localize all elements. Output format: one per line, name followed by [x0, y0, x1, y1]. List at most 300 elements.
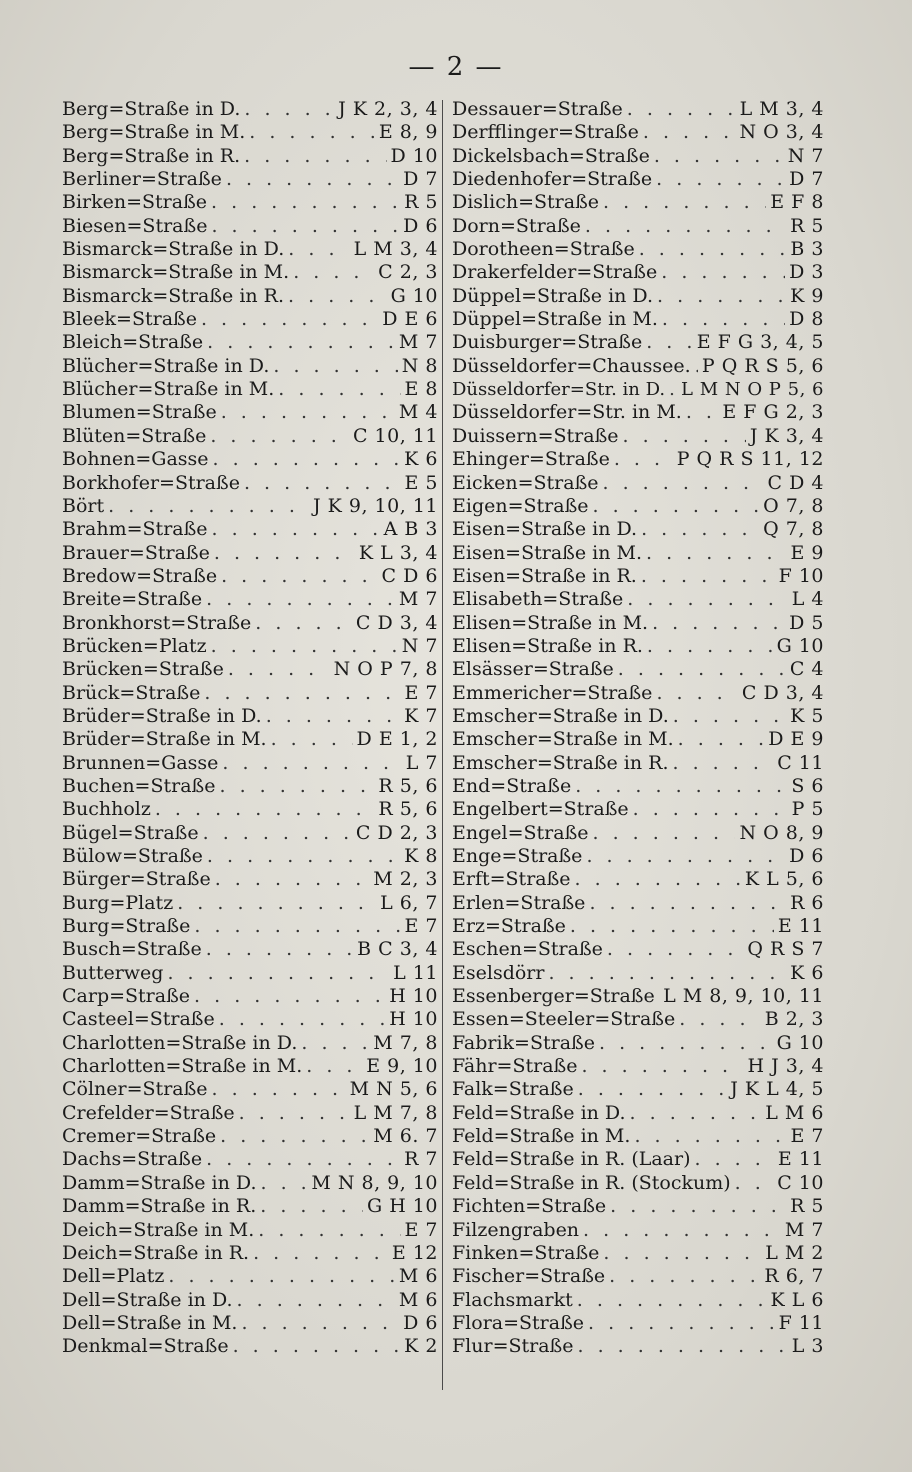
street-name: Dachs=Straße: [62, 1148, 203, 1171]
grid-reference: E 12: [391, 1241, 438, 1264]
index-entry: [62, 892, 438, 915]
grid-reference: G 10: [776, 634, 824, 657]
index-entry: [62, 868, 438, 891]
grid-reference: P 5: [791, 798, 824, 821]
leader-dots: [219, 1008, 385, 1031]
grid-reference: B 3: [790, 238, 824, 261]
grid-reference: E 7: [790, 1125, 824, 1148]
index-entry: [62, 1032, 438, 1055]
grid-reference: P Q R S 11, 12: [676, 448, 824, 471]
grid-reference: H 10: [389, 1008, 438, 1031]
leader-dots: [261, 1172, 308, 1195]
grid-reference: C 10: [777, 1171, 824, 1194]
index-entry: [452, 705, 824, 728]
grid-reference: D E 9: [768, 728, 824, 751]
street-name: Düppel=Straße in M.: [452, 308, 658, 331]
street-name: Brüder=Straße in M.: [62, 728, 267, 751]
street-name: Damm=Straße in D.: [62, 1171, 257, 1194]
street-name: Berg=Straße in M.: [62, 121, 246, 144]
index-entry: [452, 1312, 824, 1335]
leader-dots: [618, 658, 786, 681]
street-name: Feld=Straße in D.: [452, 1101, 626, 1124]
grid-reference: C 2, 3: [378, 261, 438, 284]
grid-reference: N 7: [401, 634, 438, 657]
grid-reference: N 8: [401, 354, 438, 377]
street-name: Blücher=Straße in D.: [62, 354, 270, 377]
leader-dots: [657, 285, 786, 308]
grid-reference: R 5, 6: [378, 798, 438, 821]
leader-dots: [214, 542, 355, 565]
grid-reference: L M 7, 8: [353, 1101, 438, 1124]
leader-dots: [581, 1055, 743, 1078]
street-name: Erft=Straße: [452, 868, 571, 891]
leader-dots: [266, 705, 400, 728]
grid-reference: L 7: [405, 751, 438, 774]
leader-dots: [211, 635, 398, 658]
street-name: Bismarck=Straße in D.: [62, 238, 285, 261]
grid-reference: C D 4: [767, 471, 824, 494]
grid-reference: G 10: [776, 1031, 824, 1054]
grid-reference: M 6. 7: [373, 1125, 438, 1148]
street-name: Engelbert=Straße: [452, 798, 629, 821]
leader-dots: [201, 308, 378, 331]
grid-reference: H J 3, 4: [747, 1055, 824, 1078]
street-name: Derfflinger=Straße: [452, 121, 639, 144]
leader-dots: [634, 1125, 786, 1148]
grid-reference: E 11: [777, 1148, 824, 1171]
grid-reference: C D 3, 4: [741, 681, 824, 704]
grid-reference: C D 3, 4: [355, 611, 438, 634]
index-entry: [62, 355, 438, 378]
grid-reference: C D 6: [381, 564, 438, 587]
index-entry: [452, 962, 824, 985]
index-entry: [452, 915, 824, 938]
index-entry: [452, 331, 824, 354]
grid-reference: J K L 4, 5: [730, 1078, 824, 1101]
leader-dots: [301, 1032, 369, 1055]
index-entry: [62, 1102, 438, 1125]
street-name: Dessauer=Straße: [452, 98, 623, 120]
grid-reference: F 10: [778, 564, 824, 587]
index-entry: [62, 1078, 438, 1101]
index-entry: [452, 425, 824, 448]
leader-dots: [679, 1008, 761, 1031]
leader-dots: [662, 308, 785, 331]
index-entry: [452, 1148, 824, 1171]
street-name: Eisen=Straße in D.: [452, 518, 638, 541]
street-name: Feld=Straße in M.: [452, 1125, 631, 1148]
index-entry: [62, 798, 438, 821]
leader-dots: [194, 985, 385, 1008]
street-name: Cölner=Straße: [62, 1078, 208, 1101]
street-name: Casteel=Straße: [62, 1008, 215, 1031]
grid-reference: K 6: [790, 961, 824, 984]
leader-dots: [593, 822, 736, 845]
leader-dots: [194, 915, 400, 938]
street-name: Bülow=Straße: [62, 845, 203, 867]
index-entry: [452, 215, 824, 238]
index-entry: [452, 542, 824, 565]
index-entry: [452, 448, 824, 471]
index-entry: [452, 938, 824, 961]
leader-dots: [288, 285, 387, 308]
street-name: Berg=Straße in R.: [62, 144, 241, 167]
grid-reference: K 5: [790, 704, 824, 727]
street-name: Burg=Straße: [62, 915, 191, 938]
street-name: Bürger=Straße: [62, 868, 211, 891]
street-name: Duissern=Straße: [452, 424, 619, 447]
index-entry: [452, 845, 824, 868]
index-entry: [62, 261, 438, 284]
grid-reference: D 8: [789, 308, 824, 331]
index-entry: [62, 752, 438, 775]
grid-reference: C D 2, 3: [355, 821, 438, 844]
leader-dots: [578, 1335, 788, 1358]
index-entry: [62, 495, 438, 518]
street-name: Ehinger=Straße: [452, 448, 610, 471]
index-entry: [62, 191, 438, 214]
grid-reference: M N 8, 9, 10: [311, 1171, 438, 1194]
leader-dots: [639, 238, 787, 261]
index-entry: [452, 401, 824, 424]
grid-reference: N O 3, 4: [739, 121, 824, 144]
grid-reference: R 5: [790, 1195, 824, 1218]
index-entry: [62, 518, 438, 541]
grid-reference: D 5: [789, 611, 824, 634]
index-entry: [452, 1219, 824, 1242]
grid-reference: N O 8, 9: [739, 821, 824, 844]
street-name: Damm=Straße in R.: [62, 1195, 257, 1218]
index-entry: [452, 355, 824, 378]
street-name: Bohnen=Gasse: [62, 448, 209, 471]
street-name: Dislich=Straße: [452, 191, 600, 214]
grid-reference: D 7: [403, 168, 438, 191]
index-entry: [62, 915, 438, 938]
index-entry: [62, 845, 438, 868]
grid-reference: R 5: [404, 191, 438, 214]
index-entry: [452, 1242, 824, 1265]
street-name: Brüder=Straße in D.: [62, 704, 262, 727]
street-name: Biesen=Straße: [62, 214, 208, 237]
leader-dots: [575, 868, 741, 891]
index-entry: [62, 985, 438, 1008]
street-name: Dell=Straße in M.: [62, 1311, 238, 1334]
leader-dots: [211, 191, 400, 214]
leader-dots: [213, 448, 401, 471]
leader-dots: [273, 355, 397, 378]
leader-dots: [244, 472, 401, 495]
leader-dots: [588, 1312, 775, 1335]
leader-dots: [673, 752, 774, 775]
grid-reference: L 11: [393, 961, 438, 984]
grid-reference: P Q R S 5, 6: [701, 354, 824, 377]
street-name: Erlen=Straße: [452, 891, 586, 914]
leader-dots: [578, 1078, 726, 1101]
leader-dots: [206, 588, 395, 611]
leader-dots: [654, 145, 784, 168]
leader-dots: [614, 448, 673, 471]
street-name: Denkmal=Straße: [62, 1335, 229, 1358]
leader-dots: [244, 145, 386, 168]
index-entry: [452, 682, 824, 705]
street-name: Düsseldorfer=Str. in M.: [452, 401, 682, 424]
street-name: Düppel=Straße in D.: [452, 284, 654, 307]
index-entry: [452, 658, 824, 681]
leader-dots: [643, 121, 736, 144]
grid-reference: C 10, 11: [352, 424, 438, 447]
street-name: Bismarck=Straße in R.: [62, 284, 285, 307]
leader-dots: [278, 378, 400, 401]
index-entry: [452, 1172, 824, 1195]
index-entry: [62, 588, 438, 611]
index-entry: [62, 705, 438, 728]
street-name: Bismarck=Straße in M.: [62, 261, 290, 284]
index-entry: [452, 868, 824, 891]
street-name: Emscher=Straße in D.: [452, 704, 669, 727]
index-entry: [62, 1148, 438, 1171]
grid-reference: J K 9, 10, 11: [313, 494, 438, 517]
street-name: Buchen=Straße: [62, 774, 216, 797]
leader-dots: [221, 401, 395, 424]
grid-reference: M 4: [398, 401, 438, 424]
grid-reference: A B 3: [383, 518, 438, 541]
grid-reference: E 8, 9: [378, 121, 438, 144]
leader-dots: [241, 1312, 399, 1335]
street-name: Dickelsbach=Straße: [452, 144, 650, 167]
grid-reference: K L 6: [770, 1288, 824, 1311]
index-entry: [452, 565, 824, 588]
index-entry: [62, 635, 438, 658]
index-entry: [452, 588, 824, 611]
index-entry: [62, 401, 438, 424]
street-name: Elisen=Straße in M.: [452, 611, 649, 634]
leader-dots: [695, 1148, 774, 1171]
grid-reference: J K 3, 4: [749, 424, 824, 447]
street-name: Bügel=Straße: [62, 821, 199, 844]
index-entry: [62, 285, 438, 308]
index-entry: [452, 612, 824, 635]
street-name: Diedenhofer=Straße: [452, 168, 653, 191]
grid-reference: G H 10: [366, 1195, 438, 1218]
leader-dots: [306, 1055, 362, 1078]
street-name: Duisburger=Straße: [452, 331, 643, 354]
index-entry: [62, 472, 438, 495]
index-entry: [452, 1195, 824, 1218]
street-name: Flur=Straße: [452, 1335, 574, 1358]
leader-dots: [244, 98, 334, 121]
grid-reference: M 7: [398, 331, 438, 354]
street-name: Eisen=Straße in R.: [452, 564, 637, 587]
grid-reference: N 7: [787, 144, 824, 167]
grid-reference: E 7: [404, 1218, 438, 1241]
street-name: Dell=Platz: [62, 1265, 165, 1288]
grid-reference: Q 7, 8: [763, 518, 824, 541]
street-name: Emscher=Straße in M.: [452, 728, 674, 751]
grid-reference: L 6, 7: [380, 891, 438, 914]
leader-dots: [603, 472, 764, 495]
index-entry: [62, 1008, 438, 1031]
grid-reference: E F G 3, 4, 5: [696, 331, 824, 354]
street-name: Feld=Straße in R. (Stockum): [452, 1171, 731, 1194]
leader-dots: [647, 635, 773, 658]
leader-dots: [570, 915, 774, 938]
leader-dots: [646, 542, 787, 565]
index-entry: [62, 612, 438, 635]
leader-dots: [228, 658, 330, 681]
leader-dots: [589, 892, 786, 915]
street-name: Filzengraben: [452, 1218, 580, 1241]
leader-dots: [220, 1125, 369, 1148]
grid-reference: L M 6: [765, 1101, 824, 1124]
street-name: Brück=Straße: [62, 681, 201, 704]
street-name: Fabrik=Straße: [452, 1031, 595, 1054]
leader-dots: [219, 775, 374, 798]
grid-reference: M 7: [784, 1218, 824, 1241]
leader-dots: [609, 1265, 760, 1288]
grid-reference: M 2, 3: [373, 868, 438, 891]
index-entry: [62, 238, 438, 261]
leader-dots: [575, 775, 787, 798]
grid-reference: L M 3, 4: [353, 238, 438, 261]
leader-dots: [212, 1078, 346, 1101]
leader-dots: [212, 518, 380, 541]
street-name: Blumen=Straße: [62, 401, 217, 424]
grid-reference: L M 2: [765, 1241, 824, 1264]
grid-reference: M 6: [398, 1265, 438, 1288]
grid-reference: K L 3, 4: [358, 541, 438, 564]
leader-dots: [630, 1102, 762, 1125]
street-name: Enge=Straße: [452, 845, 583, 867]
street-name: Bört: [62, 494, 105, 517]
grid-reference: O 7, 8: [763, 494, 824, 517]
grid-reference: Q R S 7: [747, 938, 824, 961]
street-name: Deich=Straße in R.: [62, 1241, 250, 1264]
index-entry: [452, 798, 824, 821]
street-name: Charlotten=Straße in M.: [62, 1055, 303, 1078]
grid-reference: C 11: [777, 751, 824, 774]
leader-dots: [695, 355, 698, 378]
grid-reference: R 5: [790, 214, 824, 237]
street-name: Carp=Straße: [62, 985, 191, 1008]
index-entry: [452, 121, 824, 144]
leader-dots: [603, 191, 766, 214]
leader-dots: [633, 798, 788, 821]
street-name: Düsseldorfer=Chaussee.: [452, 354, 691, 377]
street-name: Engel=Straße: [452, 821, 589, 844]
index-entry: [62, 1195, 438, 1218]
index-entry: [62, 962, 438, 985]
street-name: Eschen=Straße: [452, 938, 603, 961]
index-entry: [62, 331, 438, 354]
street-name: Flachsmarkt: [452, 1288, 573, 1311]
index-entry: [452, 285, 824, 308]
index-entry: [452, 892, 824, 915]
leader-dots: [215, 868, 370, 891]
grid-reference: F 11: [778, 1311, 824, 1334]
leader-dots: [260, 1195, 363, 1218]
street-name: Bleek=Straße: [62, 308, 197, 331]
index-entry: [452, 635, 824, 658]
street-name: Brahm=Straße: [62, 518, 208, 541]
leader-dots: [207, 845, 400, 868]
leader-dots: [233, 1335, 401, 1358]
grid-reference: E F G 2, 3: [722, 401, 824, 424]
leader-dots: [155, 798, 375, 821]
leader-dots: [656, 682, 737, 705]
grid-reference: L M N O P 5, 6: [681, 379, 824, 401]
grid-reference: D E 6: [382, 308, 438, 331]
street-name: Essen=Steeler=Straße: [452, 1008, 676, 1031]
street-name: Brauer=Straße: [62, 541, 210, 564]
index-entry: [62, 308, 438, 331]
index-entry: [452, 728, 824, 751]
leader-dots: [577, 1289, 767, 1312]
leader-dots: [678, 728, 765, 751]
street-name: Brunnen=Gasse: [62, 751, 219, 774]
index-entry: [452, 378, 824, 401]
leader-dots: [207, 331, 395, 354]
leader-dots: [222, 752, 401, 775]
leader-dots: [661, 261, 785, 284]
grid-reference: R 7: [404, 1148, 438, 1171]
street-name: Deich=Straße in M.: [62, 1218, 255, 1241]
index-entry: [452, 495, 824, 518]
index-entry: [452, 518, 824, 541]
index-entry: [452, 308, 824, 331]
grid-reference: B 2, 3: [764, 1008, 824, 1031]
leader-dots: [627, 588, 787, 611]
leader-dots: [641, 565, 775, 588]
index-entry: [62, 658, 438, 681]
grid-reference: E 7: [404, 915, 438, 938]
street-name: Buchholz: [62, 798, 151, 821]
street-name: Borkhofer=Straße: [62, 471, 240, 494]
grid-reference: C 4: [789, 658, 824, 681]
grid-reference: L 3: [791, 1335, 824, 1358]
index-entry: [62, 121, 438, 144]
leader-dots: [271, 728, 353, 751]
index-entry: [62, 425, 438, 448]
index-entry: [452, 1102, 824, 1125]
leader-dots: [548, 962, 786, 985]
index-entry: [452, 1335, 824, 1358]
index-entry: [452, 985, 824, 1008]
leader-dots: [239, 1102, 350, 1125]
grid-reference: L M 3, 4: [739, 98, 824, 120]
street-name: Blüten=Straße: [62, 424, 207, 447]
leader-dots: [593, 495, 760, 518]
leader-dots: [641, 518, 759, 541]
grid-reference: E 5: [404, 471, 438, 494]
leader-dots: [288, 238, 349, 261]
leader-dots: [652, 612, 785, 635]
street-name: Finken=Straße: [452, 1241, 600, 1264]
street-name: Dorn=Straße: [452, 214, 581, 237]
leader-dots: [586, 845, 785, 868]
leader-dots: [206, 938, 353, 961]
leader-dots: [168, 1265, 395, 1288]
grid-reference: E 9, 10: [366, 1055, 438, 1078]
index-entry: [452, 822, 824, 845]
leader-dots: [735, 1172, 774, 1195]
grid-reference: H 10: [389, 985, 438, 1008]
grid-reference: D 6: [403, 214, 438, 237]
street-name: Berliner=Straße: [62, 168, 222, 191]
leader-dots: [656, 168, 785, 191]
index-entry: [452, 1008, 824, 1031]
grid-reference: D 6: [789, 845, 824, 867]
index-entry: [62, 728, 438, 751]
